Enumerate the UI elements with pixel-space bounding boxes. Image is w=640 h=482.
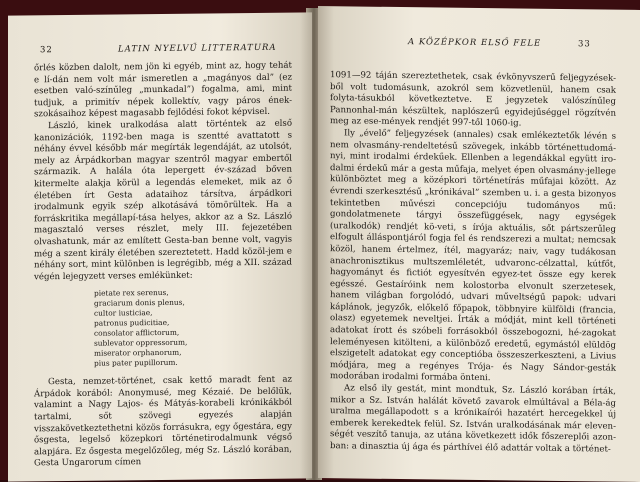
- paragraph: Ily „évelő” feljegyzések (annales) csak emlékeztetők lévén s nem olvasmány-rendeltetésű szövegek, inkább történettudomá-nyi, mint irodalmi érdekűek. Ellenben a legendákkal együtt iro-dalmi érdekű már a gesta műfaja, melyet épen olvasmány-jellege különböztet meg a középkori történetírás műfajai között. Az évrendi szerkesztésű „krónikával” szemben u. i. a gesta bizonyos tekintetben művészi concepcióju tudományos mű: gondolatmenete tárgyi összefüggések, nagy egységek (uralkodók) rendjét kö-veti, s írója aktuális, sőt pártszerűleg elfogult álláspontjáról fogja fel és rendszerezi a multat; nemcsak közöl, hanem értelmez, ítél, magyaráz; naiv, vagy tudákosan anachronisztikus multszemléletét, udvaronc-célzattal, kútfőt, hagyományt és fictiót egyesítvén egyez-tet össze egy kerek egésszé. Gestaíróink nem kolostorba elvonult szerzetesek, hanem világban forgolódó, udvari műveltségű papok: udvari káplánok, jegyzők, előkelő főpapok, többnyire külföldi (francia, olasz) egyetemek neveltjei. Írták a módját, mint kell történeti adatokat írott és szóbeli forrásokból összebogozni, hé-zagokat leleményesen kitölteni, a különböző eredetű, egymástól elüldög elszigetelt adatokat egy conceptióba összeszerkeszteni, a Livius módjára, meg a regényes Trója- és Nagy Sándor-gesták modorában irodalmi formába önteni.: [330, 128, 616, 384]
- verse-line: cultor iusticiae,: [94, 308, 153, 318]
- paragraph: őrlés közben dalolt, nem jön ki egyéb, mint az, hogy tehát e lí-dán nem volt már ismeretlen a „magányos dal” (ez esetben való-színűleg „munkadal”) fogalma, ami, mint tudjuk, a primitív népek kollektív, vagy páros ének-szokásaihoz képest magasabb fejlődési fokot képvisel.: [34, 60, 292, 120]
- verse-line: patronus pudicitiae,: [94, 318, 170, 328]
- verse-line: pietate rex serenus,: [94, 288, 169, 298]
- paragraph: Az első ily gestát, mint mondtuk, Sz. László korában írták, mikor a Sz. István halálát követő zavarok elmúltával a Béla-ág uralma megállapodott s a krónikaírói hazatért hercegekkel új emberek kerekedtek felül. Sz. István uralkodásának már eleven-ségét veszítő tanuja, az utána következett idők főszereplői azon-ban: a dinasztia új ága és párthívei élő adattár voltak a történet-: [330, 383, 616, 455]
- right-page: [318, 6, 640, 482]
- verse-line: miserator orphanorum,: [94, 348, 182, 358]
- right-page-number: 33: [578, 39, 591, 50]
- verse-line: consolator afflictorum,: [94, 328, 180, 338]
- left-running-head: LATIN NYELVŰ LITTERATURA: [118, 42, 277, 55]
- left-page: [8, 12, 312, 481]
- latin-verse: [94, 287, 292, 369]
- left-page-number: 32: [40, 45, 53, 56]
- paragraph: Gesta, nemzet-történet, csak kettő maradt fent az Árpádok korából: Anonymusé, meg Kézaié. De belőlük, valamint a Nagy Lajos- és Mátyás-korabeli krónikákból tartalmi, sőt szövegi egyezés alapján visszakövetkeztethetni közös forrásukra, egy őgestára, egy ősgesta, legelső közepkori történetirodalmunk végső alapjára. Ez ősgesta megelőzőleg, még Sz. László korában, Gesta Ungarorum címen: [34, 374, 292, 469]
- verse-line: sublevator oppressorum,: [94, 337, 188, 348]
- verse-line: pius pater pupillorum.: [94, 358, 178, 368]
- right-running-head: A KÖZÉPKOR ELSŐ FELE: [408, 37, 542, 49]
- left-page-text: [34, 61, 292, 471]
- right-page-text: [330, 70, 616, 456]
- paragraph: 1091—92 táján szereztethetek, csak évkönyvszerű feljegyzések-ből volt tudomásunk, azokról sem közvetlenül, hanem csak folyta-tásukból következtetve. E jegyzetek valószínűleg Pannonhal-mán készültek, naplószerű egyidejűséggel rögzítvén meg az ese-mények rendjét 997-től 1060-ig.: [330, 70, 616, 129]
- verse-line: graciarum donis plenus,: [94, 298, 185, 308]
- paragraph: László, kinek uralkodása alatt történtek az első kanonizációk, 1192-ben maga is szentté avattatott s néhány évvel később már megírták legendáját, az utolsót, mely az Árpádkorban magyar szentről magyar embertől származik. A halála óta lepergett év-század bőven kitermelte alakja körül a legendás elemeket, mik az ő életében írt Gesta adataihoz társítva, árpádkori irodalmunk egyik szép alkotásává tömörültek. Ha a forráskritika megállapí-tása helyes, akkor az a Sz. László magasztaló verses részlet, mely III. fejezetében olvashatunk, már az említett Gesta-ban benne volt, vagyis még a szent király életében szereztetett. Hadd közöl-jem e néhány sort, mint különben is legrégibb, még a XII. század végén lejegyzett verses emlékünket:: [34, 118, 292, 283]
